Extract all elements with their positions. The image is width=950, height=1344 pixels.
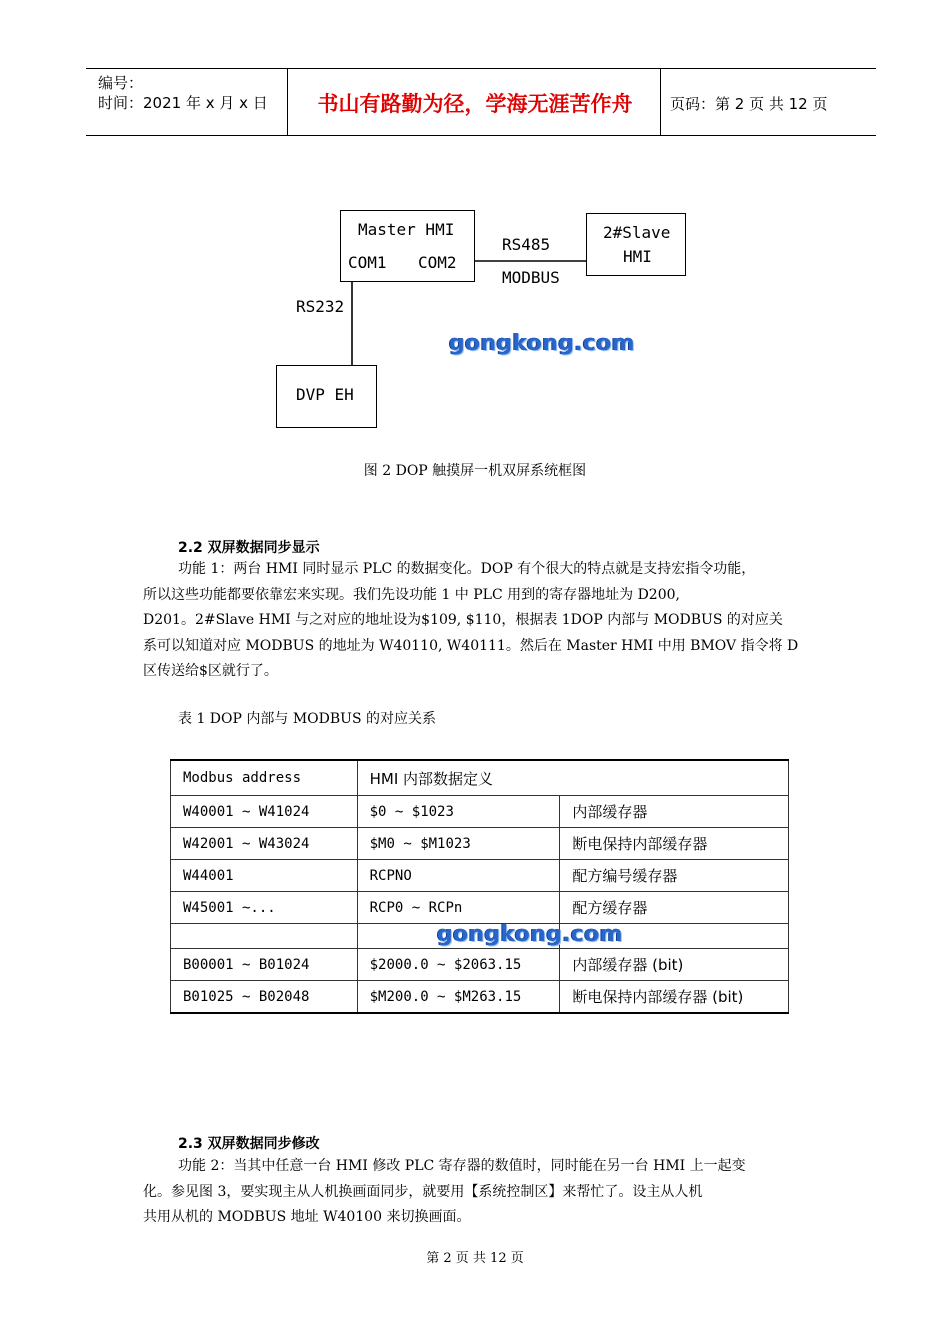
paragraph-line: 共用从机的 MODBUS 地址 W40100 来切换画面。 — [143, 1209, 471, 1225]
table-cell: 断电保持内部缓存器 — [560, 828, 789, 860]
table-cell: $M200.0 ~ $M263.15 — [357, 981, 560, 1014]
rs232-label: RS232 — [296, 297, 345, 316]
table-header-row — [171, 760, 789, 796]
paragraph-line: 所以这些功能都要依靠宏来实现。我们先设功能 1 中 PLC 用到的寄存器地址为 D200, — [143, 586, 680, 603]
document-number-label: 编号： — [98, 74, 144, 92]
section-2-2-paragraph — [143, 557, 813, 685]
master-hmi-label: Master HMI — [358, 220, 455, 239]
page-indicator: 页码：第 2 页 共 12 页 — [670, 95, 828, 113]
table-row — [171, 981, 789, 1014]
section-2-3-title: 2.3 双屏数据同步修改 — [178, 1136, 320, 1152]
table-row — [171, 892, 789, 924]
table-cell: RCPNO — [357, 860, 560, 892]
table-cell: W44001 — [171, 860, 358, 892]
table-cell: W42001 ~ W43024 — [171, 828, 358, 860]
page-footer: 第 2 页 共 12 页 — [426, 1251, 524, 1266]
table-cell: W45001 ~... — [171, 892, 358, 924]
table-cell: B00001 ~ B01024 — [171, 949, 358, 981]
table-caption: 表 1 DOP 内部与 MODBUS 的对应关系 — [178, 711, 436, 727]
table-row — [171, 796, 789, 828]
paragraph-line: 系可以知道对应 MODBUS 的地址为 W40110, W40111。然后在 Master HMI 中用 BMOV 指令将 D — [143, 637, 799, 654]
table-row — [171, 949, 789, 981]
table-cell: $0 ~ $1023 — [357, 796, 560, 828]
table-cell: 内部缓存器 — [560, 796, 789, 828]
table-cell: 配方缓存器 — [560, 892, 789, 924]
table-cell — [171, 924, 358, 949]
table-cell: $2000.0 ~ $2063.15 — [357, 949, 560, 981]
slave-hmi-label-1: 2#Slave — [603, 223, 671, 242]
header-motto: 书山有路勤为径，学海无涯苦作舟 — [317, 92, 633, 116]
paragraph-line: 功能 1：两台 HMI 同时显示 PLC 的数据变化。DOP 有个很大的特点就是支持宏指令功能， — [178, 561, 756, 577]
section-2-3-paragraph — [143, 1154, 813, 1231]
table-cell: 内部缓存器 (bit) — [560, 949, 789, 981]
dvp-eh-label: DVP EH — [296, 385, 354, 404]
table-row — [171, 860, 789, 892]
table-header-cell: Modbus address — [171, 760, 358, 796]
table-cell: 配方编号缓存器 — [560, 860, 789, 892]
com1-label: COM1 — [348, 253, 387, 272]
table-cell: $M0 ~ $M1023 — [357, 828, 560, 860]
paragraph-line: D201。2#Slave HMI 与之对应的地址设为$109, $110，根据表 1DOP 内部与 MODBUS 的对应关 — [143, 612, 783, 628]
com2-label: COM2 — [418, 253, 457, 272]
table-header-cell: HMI 内部数据定义 — [357, 760, 788, 796]
table-cell: 断电保持内部缓存器 (bit) — [560, 981, 789, 1014]
modbus-mapping-table — [170, 759, 789, 1014]
table-cell: RCP0 ~ RCPn — [357, 892, 560, 924]
paragraph-line: 区传送给$区就行了。 — [143, 663, 278, 679]
modbus-label: MODBUS — [502, 268, 560, 287]
section-2-2-title: 2.2 双屏数据同步显示 — [178, 540, 320, 556]
table-row — [171, 828, 789, 860]
diagram-connectors — [0, 0, 950, 500]
table-cell: B01025 ~ B02048 — [171, 981, 358, 1014]
slave-hmi-label-2: HMI — [623, 247, 652, 266]
figure-caption: 图 2 DOP 触摸屏一机双屏系统框图 — [363, 463, 587, 479]
paragraph-line: 功能 2：当其中任意一台 HMI 修改 PLC 寄存器的数值时，同时能在另一台 HMI 上一起变 — [178, 1158, 746, 1174]
paragraph-line: 化。参见图 3，要实现主从人机换画面同步，就要用【系统控制区】来帮忙了。设主从人机 — [143, 1183, 703, 1200]
table-cell: W40001 ~ W41024 — [171, 796, 358, 828]
rs485-label: RS485 — [502, 235, 551, 254]
document-date-label: 时间：2021 年 x 月 x 日 — [98, 94, 268, 112]
watermark-diagram: gongkong.com — [449, 331, 635, 356]
watermark-table: gongkong.com — [437, 922, 623, 947]
